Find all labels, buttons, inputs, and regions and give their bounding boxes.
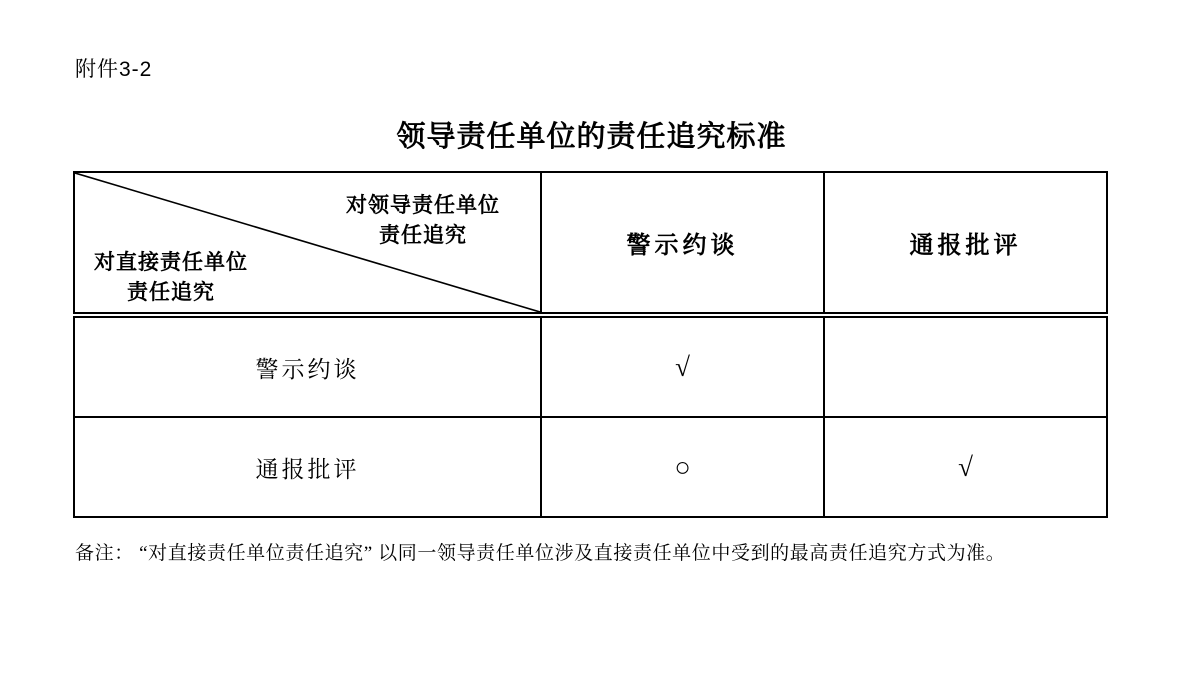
diagonal-label-column-axis-line2: 责任追究 xyxy=(379,223,467,248)
accountability-table xyxy=(73,171,1108,518)
cell-warning-talk-criticism-empty xyxy=(824,315,1107,417)
diagonal-label-row-axis xyxy=(81,247,261,308)
diagonal-label-row-axis-line2: 责任追究 xyxy=(127,280,215,305)
cell-criticism-criticism-check: √ xyxy=(824,417,1107,517)
table-row xyxy=(74,417,1107,517)
column-header-warning-talk: 警示约谈 xyxy=(541,172,824,315)
table-header-row xyxy=(74,172,1107,315)
diagonal-label-row-axis-line1: 对直接责任单位 xyxy=(94,250,248,274)
column-header-circulated-criticism: 通报批评 xyxy=(824,172,1107,315)
row-header-warning-talk: 警示约谈 xyxy=(74,315,541,417)
diagonal-label-column-axis xyxy=(333,190,513,251)
cell-warning-talk-check: √ xyxy=(541,315,824,417)
cell-criticism-warning-circle: ○ xyxy=(541,417,824,517)
table-row xyxy=(74,315,1107,417)
diagonal-label-column-axis-line1: 对领导责任单位 xyxy=(346,193,500,217)
diagonal-header-cell xyxy=(74,172,541,315)
attachment-label: 附件3-2 xyxy=(75,58,153,81)
page-title: 领导责任单位的责任追究标准 xyxy=(396,121,787,153)
footnote: 备注： “对直接责任单位责任追究” 以同一领导责任单位涉及直接责任单位中受到的最高责任追究方式为准。 xyxy=(75,543,1006,564)
row-header-circulated-criticism: 通报批评 xyxy=(74,417,541,517)
